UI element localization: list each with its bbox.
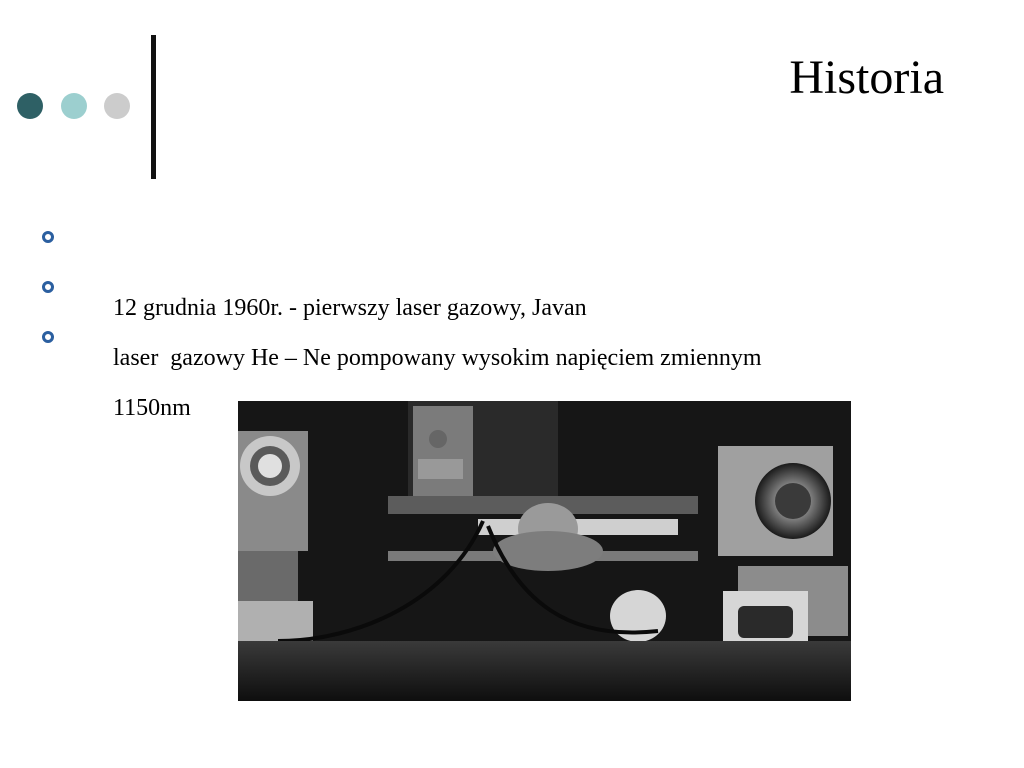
- decor-dot-dark: [17, 93, 43, 119]
- bullet-text: 1150nm: [113, 395, 191, 421]
- photo-illustration: [238, 401, 851, 701]
- bullet-item: [40, 218, 762, 321]
- bullet-item: [40, 268, 762, 371]
- bullet-text: laser gazowy He – Ne pompowany wysokim napięciem zmiennym: [113, 345, 762, 371]
- decor-dots: [17, 93, 137, 121]
- decor-vertical-line: [151, 35, 156, 179]
- bullet-circle-icon: [42, 231, 54, 243]
- decor-dot-grey: [104, 93, 130, 119]
- bullet-text: 12 grudnia 1960r. - pierwszy laser gazowy, Javan: [113, 295, 587, 321]
- bullet-item: [40, 318, 762, 421]
- decor-dot-light: [61, 93, 87, 119]
- slide-title: Historia: [789, 51, 944, 104]
- laser-lab-photo: [238, 401, 851, 701]
- bullet-list: [40, 218, 762, 421]
- bullet-circle-icon: [42, 281, 54, 293]
- bullet-circle-icon: [42, 331, 54, 343]
